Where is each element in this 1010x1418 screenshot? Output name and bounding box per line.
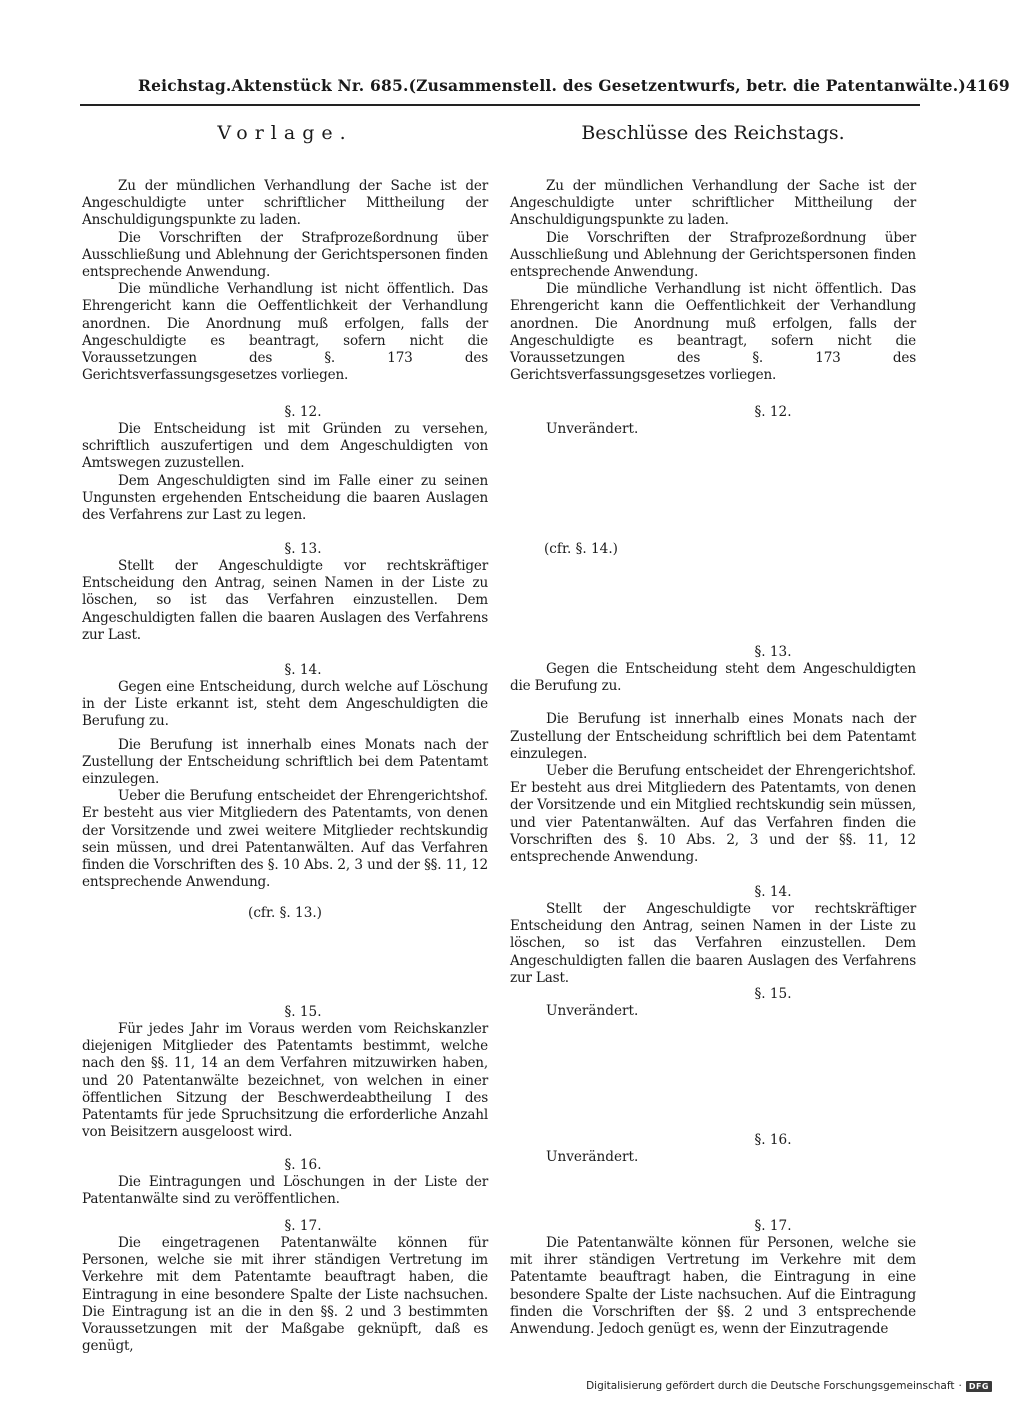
header-reichstag: Reichstag. (138, 76, 232, 95)
right-paragraph-2: Die Vorschriften der Strafprozeßordnung über Ausschließung und Ablehnung der Gerichtspersonen finden entsprechende Anwendung. (510, 229, 916, 281)
left-section-13-heading: §. 13. (284, 541, 322, 557)
footer-separator: · (958, 1380, 962, 1392)
left-section-12-paragraph-2: Dem Angeschuldigten sind im Falle einer zu seinen Ungunsten ergehenden Entscheidung die baaren Auslagen des Verfahrens zur Last zu legen. (82, 472, 488, 524)
left-paragraph-2: Die Vorschriften der Strafprozeßordnung über Ausschließung und Ablehnung der Gerichtspersonen finden entsprechende Anwendung. (82, 229, 488, 281)
left-section-14-paragraph-1: Gegen eine Entscheidung, durch welche auf Löschung in der Liste erkannt ist, steht dem Angeschuldigten die Berufung zu. (82, 679, 488, 730)
left-section-12-heading: §. 12. (284, 404, 322, 420)
right-section-16-heading: §. 16. (754, 1132, 792, 1148)
page-number: 4169 (965, 76, 1010, 95)
left-section-14-paragraph-3: Ueber die Berufung entscheidet der Ehrengerichtshof. Er besteht aus vier Mitgliedern des Patentamts, von denen der Vorsitzende und zwei weitere Mitglieder rechtskundig sein müssen, und drei Patentanwälten. Auf das Verfahren finden die Vorschriften des §. 10 Abs. 2, 3 und der §§. 11, 12 entsprechende Anwendung. (82, 788, 488, 891)
right-section-14-paragraph-1: Stellt der Angeschuldigte vor rechtskräftiger Entscheidung den Antrag, seinen Namen in der Liste zu löschen, so ist das Verfahren einzustellen. Dem Angeschuldigten fallen die baaren Auslagen des Verfahrens zur Last. (510, 901, 916, 986)
right-section-12-heading: §. 12. (754, 404, 792, 420)
left-section-16-paragraph-1: Die Eintragungen und Löschungen in der Liste der Patentanwälte sind zu veröffentlichen. (82, 1174, 488, 1208)
right-section-12-text: Unverändert. (546, 421, 639, 437)
left-section-14-reference: (cfr. §. 13.) (248, 905, 322, 922)
left-section-12-paragraph-1: Die Entscheidung ist mit Gründen zu versehen, schriftlich auszufertigen und dem Angeschuldigten von Amtswegen zuzustellen. (82, 421, 488, 472)
column-title-beschluesse: Beschlüsse des Reichstags. (581, 122, 845, 144)
left-paragraph-1: Zu der mündlichen Verhandlung der Sache ist der Angeschuldigte unter schriftlicher Mittheilung der Anschuldigungspunkte zu laden. (82, 178, 488, 229)
header-title: (Zusammenstell. des Gesetzentwurfs, betr. die Patentanwälte.) (408, 76, 966, 95)
column-title-vorlage: Vorlage. (217, 122, 353, 144)
left-section-16-heading: §. 16. (284, 1157, 322, 1173)
right-section-15-heading: §. 15. (754, 986, 792, 1002)
left-section-14-paragraph-2: Die Berufung ist innerhalb eines Monats nach der Zustellung der Entscheidung schriftlich bei dem Patentamt einzulegen. (82, 736, 488, 788)
right-section-13-paragraph-2: Die Berufung ist innerhalb eines Monats nach der Zustellung der Entscheidung schriftlich bei dem Patentamt einzulegen. (510, 711, 916, 762)
left-section-14-heading: §. 14. (284, 662, 322, 678)
dfg-logo: DFG (966, 1381, 992, 1392)
right-paragraph-3: Die mündliche Verhandlung ist nicht öffentlich. Das Ehrengericht kann die Oeffentlichkeit der Verhandlung anordnen. Die Anordnung muß erfolgen, falls der Angeschuldigte es beantragt, sofern nicht die Voraussetzungen des §. 173 des Gerichtsverfassungsgesetzes vorliegen. (510, 281, 916, 384)
right-section-16-text: Unverändert. (546, 1149, 639, 1165)
column-beschluesse (510, 122, 916, 1418)
right-section-13-paragraph-3: Ueber die Berufung entscheidet der Ehrengerichtshof. Er besteht aus drei Mitgliedern des Patentamts, von denen der Vorsitzende und ein Mitglied rechtskundig sein müssen, und vier Patentanwälten. Auf das Verfahren finden die Vorschriften des §. 10 Abs. 2, 3 und der §§. 11, 12 entsprechende Anwendung. (510, 763, 916, 866)
right-section-13-heading: §. 13. (754, 644, 792, 660)
header-document-number: Aktenstück Nr. 685. (231, 76, 409, 95)
left-section-15-paragraph-1: Für jedes Jahr im Voraus werden vom Reichskanzler diejenigen Mitglieder des Patentamts bestimmt, welche nach den §§. 11, 14 an dem Verfahren mitzuwirken haben, und 20 Patentanwälte bezeichnet, von welchen in einer öffentlichen Sitzung der Beschwerdeabtheilung I des Patentamts für jede Spruchsitzung die erforderliche Anzahl von Beisitzern ausgeloost wird. (82, 1021, 488, 1141)
left-section-17-heading: §. 17. (284, 1218, 322, 1234)
page-header (138, 76, 1010, 95)
left-paragraph-3: Die mündliche Verhandlung ist nicht öffentlich. Das Ehrengericht kann die Oeffentlichkeit der Verhandlung anordnen. Die Anordnung muß erfolgen, falls der Angeschuldigte es beantragt, sofern nicht die Voraussetzungen des §. 173 des Gerichtsverfassungsgesetzes vorliegen. (82, 281, 488, 384)
right-section-17-heading: §. 17. (754, 1218, 792, 1234)
digitization-footer (586, 1380, 992, 1392)
right-section-17-paragraph-1: Die Patentanwälte können für Personen, welche sie mit ihrer ständigen Vertretung im Verkehre mit dem Patentamte beauftragt haben, die Eintragung in eine besondere Spalte der Liste nachsuchen. Auf die Eintragung finden die Vorschriften der §§. 2 und 3 entsprechende Anwendung. Jedoch genügt es, wenn der Einzutragende (510, 1235, 916, 1338)
right-paragraph-1: Zu der mündlichen Verhandlung der Sache ist der Angeschuldigte unter schriftlicher Mittheilung der Anschuldigungspunkte zu laden. (510, 178, 916, 229)
column-vorlage (82, 122, 488, 1418)
right-section-14-heading: §. 14. (754, 884, 792, 900)
right-section-15-text: Unverändert. (546, 1003, 639, 1019)
left-section-17-paragraph-1: Die eingetragenen Patentanwälte können für Personen, welche sie mit ihrer ständigen Vertretung im Verkehre mit dem Patentamte beauftragt haben, die Eintragung in eine besondere Spalte der Liste nachsuchen. Die Eintragung ist an die in den §§. 2 und 3 bestimmten Voraussetzungen mit der Maßgabe geknüpft, daß es genügt, (82, 1235, 488, 1355)
right-section-13-paragraph-1: Gegen die Entscheidung steht dem Angeschuldigten die Berufung zu. (510, 661, 916, 695)
right-section-12-reference: (cfr. §. 14.) (544, 541, 618, 557)
footer-credit: Digitalisierung gefördert durch die Deutsche Forschungsgemeinschaft (586, 1380, 955, 1392)
left-section-13-paragraph-1: Stellt der Angeschuldigte vor rechtskräftiger Entscheidung den Antrag, seinen Namen in der Liste zu löschen, so ist das Verfahren einzustellen. Dem Angeschuldigten fallen die baaren Auslagen des Verfahrens zur Last. (82, 558, 488, 643)
header-rule (80, 104, 920, 106)
left-section-15-heading: §. 15. (284, 1004, 322, 1020)
